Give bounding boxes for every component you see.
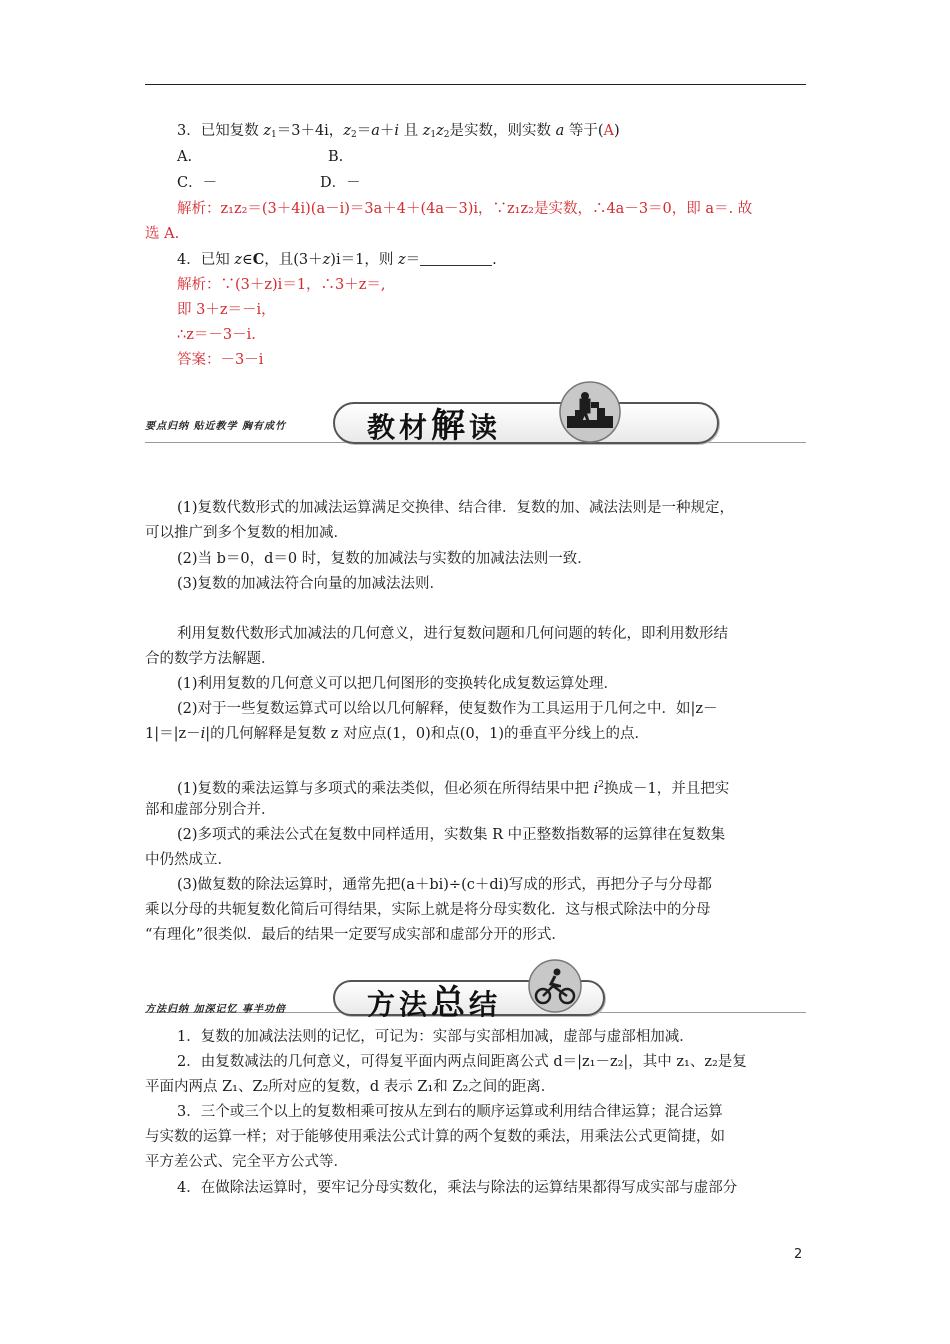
page-number: 2 [794, 1247, 803, 1262]
option-c: C．－ [177, 175, 218, 191]
sec4-p4: 4．在做除法运算时，要牢记分母实数化，乘法与除法的运算结果都得写成实部与虚部分 [177, 1180, 738, 1196]
q4-solution-3: ∴z＝－3－i. [177, 327, 256, 343]
options-cd [145, 172, 806, 194]
sec2-p3: (2)对于一些复数运算式可以给以几何解释，使复数作为工具运用于几何之中．如|z－ [177, 701, 718, 717]
sec4-p3-cont-2: 平方差公式、完全平方公式等． [145, 1154, 348, 1170]
answer-blank [420, 251, 492, 266]
sec2-p3-cont: 1|＝|z－i|的几何解释是复数 z 对应点(1，0)和点(0，1)的垂直平分线上的点． [145, 726, 650, 742]
header-rule [145, 84, 806, 85]
sec4-p3: 3．三个或三个以上的复数相乘可按从左到右的顺序运算或利用结合律运算；混合运算 [177, 1104, 723, 1120]
sec4-p2-cont: 平面内两点 Z₁、Z₂所对应的复数，d 表示 Z₁和 Z₂之间的距离． [145, 1079, 556, 1095]
sec3-p2: (2)多项式的乘法公式在复数中同样适用，实数集 R 中正整数指数幂的运算律在复数集 [177, 827, 726, 843]
banner-slogan: 要点归纳 贴近教学 胸有成竹 [145, 421, 286, 432]
q4-answer: 答案：－3－i [177, 352, 264, 368]
sec3-p2-cont: 中仍然成立． [145, 852, 232, 868]
sec3-p1: (1)复数的乘法运算与多项式的乘法类似，但必须在所得结果中把 $i^2$换成－1，并且把实 [177, 780, 730, 797]
sec2-p1: 利用复数代数形式加减法的几何意义，进行复数问题和几何问题的转化，即利用数形结 [177, 626, 728, 642]
cyclist-icon [515, 958, 595, 1016]
q3-solution-line-1: 解析：z₁z₂＝(3＋4i)(a－i)＝3a＋4＋(4a－3)i，∵z₁z₂是实数，∴4a－3＝0，即 a＝. 故 [177, 201, 753, 217]
sec4-p1: 1．复数的加减法法则的记忆，可记为：实部与实部相加减，虚部与虚部相加减． [177, 1029, 694, 1045]
answer-choice: A [603, 123, 614, 139]
sec3-p3: (3)做复数的除法运算时，通常先把(a＋bi)÷(c＋di)写成的形式，再把分子与分母都 [177, 877, 712, 893]
sec1-p1: (1)复数代数形式的加减法运算满足交换律、结合律．复数的加、减法法则是一种规定， [177, 500, 735, 516]
banner-title: 方法总结 [367, 983, 502, 1023]
question-3: 3．已知复数 $z_1=3+4i$，$z_2=a+i$ 且 $z_1z_2$是实数，则实数 a 等于(A) [177, 123, 620, 140]
option-a: A. [177, 149, 193, 165]
sec1-p1-cont: 可以推广到多个复数的相加减． [145, 525, 348, 541]
q4-solution-1: 解析：∵(3＋z)i＝1，∴3＋z＝, [177, 277, 386, 293]
section-banner-method [145, 958, 806, 1023]
banner-title: 教材解读 [367, 406, 502, 446]
sec4-p3-cont: 与实数的运算一样；对于能够使用乘法公式计算的两个复数的乘法，用乘法公式更简捷，如 [145, 1129, 725, 1145]
q4-solution-2: 即 3＋z＝－i， [177, 302, 276, 318]
sec2-p2: (1)利用复数的几何意义可以把几何图形的变换转化成复数运算处理． [177, 676, 619, 692]
section-banner-textbook [145, 380, 806, 450]
sec4-p2: 2．由复数减法的几何意义，可得复平面内两点间距离公式 d＝|z₁－z₂|，其中 z₁、z₂是复 [177, 1054, 747, 1070]
sec3-p3-cont: 乘以分母的共轭复数化简后可得结果，实际上就是将分母实数化．这与根式除法中的分母 [145, 902, 711, 918]
question-4: 4．已知 z∈C，且(3＋z)i＝1，则 z＝ . [177, 251, 497, 268]
banner-slogan: 方法归纳 加深记忆 事半功倍 [145, 1004, 286, 1015]
option-d: D．－ [320, 175, 361, 191]
sec1-p3: (3)复数的加减法符合向量的加减法法则． [177, 576, 445, 592]
photographer-icon [545, 380, 635, 444]
q3-solution-line-2: 选 A. [145, 226, 180, 242]
sec3-p1-cont: 部和虚部分别合并． [145, 802, 276, 818]
option-b: B. [328, 149, 344, 165]
options-ab [145, 146, 806, 168]
sec2-p1-cont: 合的数学方法解题． [145, 651, 276, 667]
sec3-p3-cont-2: “有理化”很类似．最后的结果一定要写成实部和虚部分开的形式． [145, 927, 566, 943]
sec1-p2: (2)当 b＝0，d＝0 时，复数的加减法与实数的加减法法则一致． [177, 551, 592, 567]
